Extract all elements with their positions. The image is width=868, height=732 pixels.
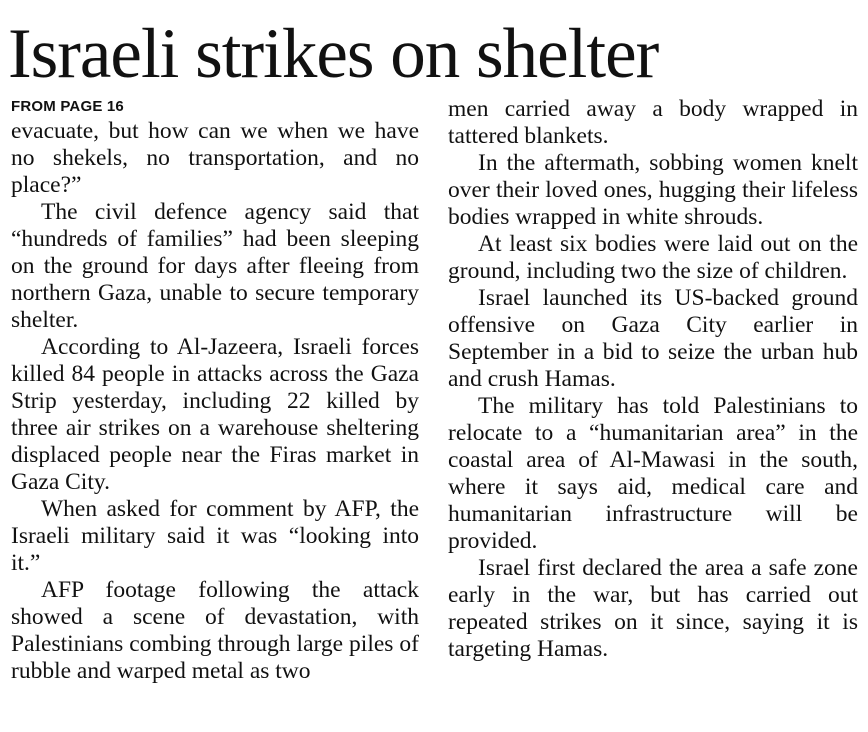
paragraph: AFP footage following the attack showed a scene of devastation, with Palestinians combing through large piles of rubble and warped metal as two — [11, 577, 419, 684]
paragraph: The civil defence agency said that “hundreds of families” had been sleeping on the ground for days after fleeing from northern Gaza, unable to secure temporary shelter. — [11, 199, 419, 333]
paragraph: Israel first declared the area a safe zone early in the war, but has carried out repeated strikes on it since, saying it is targeting Hamas. — [448, 555, 858, 662]
paragraph: According to Al-Jazeera, Israeli forces killed 84 people in attacks across the Gaza Strip yesterday, including 22 killed by three air strikes on a warehouse sheltering displaced people near the Firas market in Gaza City. — [11, 334, 419, 495]
paragraph: At least six bodies were laid out on the ground, including two the size of children. — [448, 231, 858, 284]
paragraph: men carried away a body wrapped in tattered blankets. — [448, 96, 858, 149]
paragraph: evacuate, but how can we when we have no shekels, no transportation, and no place?” — [11, 118, 419, 198]
right-column — [448, 96, 858, 663]
continuation-kicker: FROM PAGE 16 — [11, 98, 124, 115]
paragraph: The military has told Palestinians to relocate to a “humanitarian area” in the coastal area of Al-Mawasi in the south, where it says aid, medical care and humanitarian infrastructure will be provided. — [448, 393, 858, 554]
paragraph: When asked for comment by AFP, the Israeli military said it was “looking into it.” — [11, 496, 419, 576]
paragraph: Israel launched its US-backed ground offensive on Gaza City earlier in September in a bid to seize the urban hub and crush Hamas. — [448, 285, 858, 392]
headline: Israeli strikes on shelter — [8, 15, 659, 93]
paragraph: In the aftermath, sobbing women knelt over their loved ones, hugging their lifeless bodies wrapped in white shrouds. — [448, 150, 858, 230]
left-column — [11, 96, 419, 685]
